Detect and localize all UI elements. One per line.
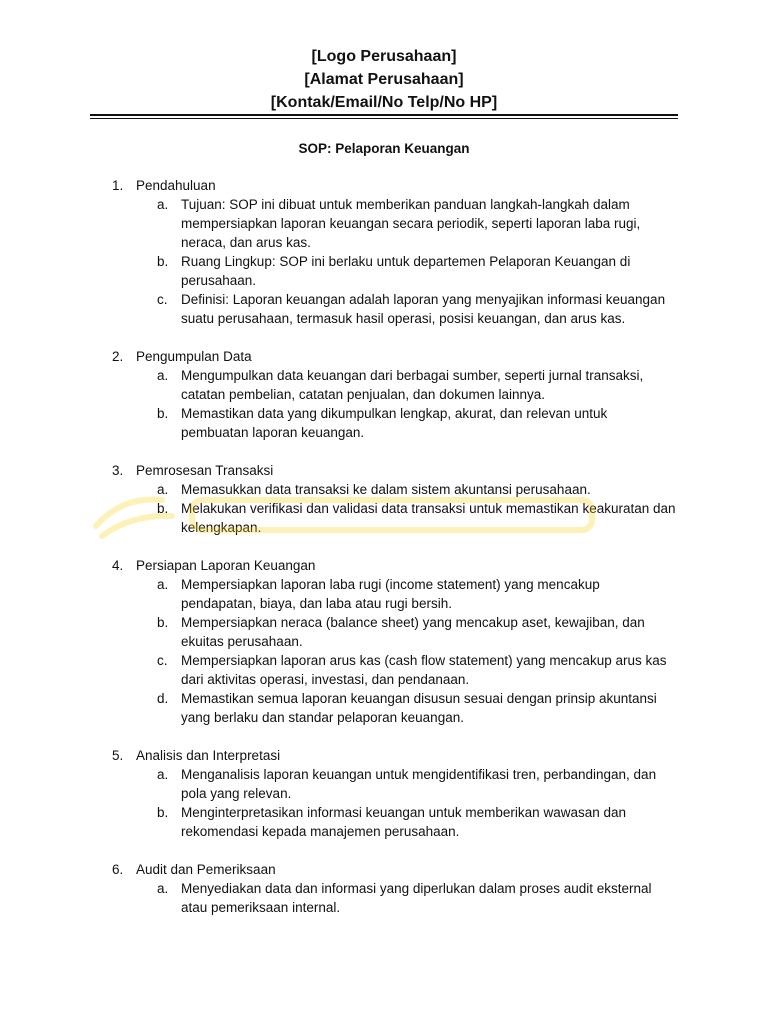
item-letter: b. <box>157 406 169 421</box>
item-letter: d. <box>157 691 169 706</box>
list-item <box>157 404 678 442</box>
item-letter: a. <box>157 577 169 592</box>
item-letter: b. <box>157 501 169 516</box>
sop-section <box>112 176 678 328</box>
item-text: Melakukan verifikasi dan validasi data transaksi untuk memastikan keakuratan dan kelengkapan. <box>181 501 676 535</box>
section-number: 5. <box>112 748 124 763</box>
section-number: 1. <box>112 178 124 193</box>
section-title: Pemrosesan Transaksi <box>136 463 274 478</box>
section-title: Audit dan Pemeriksaan <box>136 862 276 877</box>
item-text: Ruang Lingkup: SOP ini berlaku untuk departemen Pelaporan Keuangan di perusahaan. <box>181 254 631 288</box>
company-logo-placeholder: [Logo Perusahaan] <box>311 48 457 65</box>
section-number: 6. <box>112 862 124 877</box>
list-item <box>157 651 678 689</box>
sop-content <box>112 176 678 936</box>
item-letter: b. <box>157 254 169 269</box>
section-items <box>157 879 678 917</box>
item-letter: a. <box>157 482 169 497</box>
section-heading <box>112 176 678 195</box>
item-text: Mempersiapkan neraca (balance sheet) yang mencakup aset, kewajiban, dan ekuitas perusahaan. <box>181 615 645 649</box>
section-heading <box>112 860 678 879</box>
sop-section <box>112 746 678 841</box>
section-title: Pengumpulan Data <box>136 349 252 364</box>
section-number: 3. <box>112 463 124 478</box>
item-text: Memastikan data yang dikumpulkan lengkap, akurat, dan relevan untuk pembuatan laporan keuangan. <box>181 406 608 440</box>
item-letter: a. <box>157 197 169 212</box>
item-text: Mempersiapkan laporan arus kas (cash flow statement) yang mencakup arus kas dari aktivitas operasi, investasi, dan pendanaan. <box>181 653 667 687</box>
list-item <box>157 879 678 917</box>
section-number: 4. <box>112 558 124 573</box>
item-text: Memasukkan data transaksi ke dalam sistem akuntansi perusahaan. <box>181 482 591 497</box>
letterhead <box>0 45 768 114</box>
section-title: Pendahuluan <box>136 178 216 193</box>
section-items <box>157 480 678 537</box>
section-items <box>157 366 678 442</box>
section-title: Persiapan Laporan Keuangan <box>136 558 316 573</box>
sop-section <box>112 347 678 442</box>
item-text: Mengumpulkan data keuangan dari berbagai sumber, seperti jurnal transaksi, catatan pembelian, catatan penjualan, dan dokumen lainnya. <box>181 368 644 402</box>
item-text: Menginterpretasikan informasi keuangan untuk memberikan wawasan dan rekomendasi kepada manajemen perusahaan. <box>181 805 626 839</box>
list-item <box>157 613 678 651</box>
list-item <box>157 290 678 328</box>
document-title: SOP: Pelaporan Keuangan <box>298 141 470 156</box>
section-items <box>157 195 678 328</box>
item-text: Menyediakan data dan informasi yang diperlukan dalam proses audit eksternal atau pemeriksaan internal. <box>181 881 652 915</box>
list-item <box>157 195 678 252</box>
item-letter: c. <box>157 653 168 668</box>
sop-section <box>112 556 678 727</box>
list-item <box>157 480 678 499</box>
item-text: Tujuan: SOP ini dibuat untuk memberikan panduan langkah-langkah dalam mempersiapkan laporan keuangan secara periodik, seperti laporan laba rugi, neraca, dan arus kas. <box>181 197 641 250</box>
section-heading <box>112 347 678 366</box>
section-heading <box>112 556 678 575</box>
section-items <box>157 575 678 727</box>
list-item <box>157 803 678 841</box>
sop-section <box>112 860 678 917</box>
item-text: Menganalisis laporan keuangan untuk mengidentifikasi tren, perbandingan, dan pola yang relevan. <box>181 767 657 801</box>
section-number: 2. <box>112 349 124 364</box>
list-item <box>157 366 678 404</box>
header-divider-thick <box>90 114 678 116</box>
section-items <box>157 765 678 841</box>
item-letter: c. <box>157 292 168 307</box>
section-heading <box>112 461 678 480</box>
item-letter: a. <box>157 881 169 896</box>
sop-section <box>112 461 678 537</box>
company-contact-placeholder: [Kontak/Email/No Telp/No HP] <box>270 94 498 111</box>
list-item <box>157 252 678 290</box>
section-heading <box>112 746 678 765</box>
item-letter: b. <box>157 615 169 630</box>
list-item <box>157 499 678 537</box>
list-item <box>157 765 678 803</box>
item-letter: b. <box>157 805 169 820</box>
company-address-placeholder: [Alamat Perusahaan] <box>304 71 464 88</box>
header-divider-thin <box>90 118 678 119</box>
list-item <box>157 575 678 613</box>
list-item <box>157 689 678 727</box>
item-letter: a. <box>157 368 169 383</box>
item-text: Mempersiapkan laporan laba rugi (income statement) yang mencakup pendapatan, biaya, dan laba atau rugi bersih. <box>181 577 600 611</box>
section-title: Analisis dan Interpretasi <box>136 748 281 763</box>
item-text: Definisi: Laporan keuangan adalah laporan yang menyajikan informasi keuangan suatu perusahaan, termasuk hasil operasi, posisi keuangan, dan arus kas. <box>181 292 666 326</box>
item-letter: a. <box>157 767 169 782</box>
item-text: Memastikan semua laporan keuangan disusun sesuai dengan prinsip akuntansi yang berlaku dan standar pelaporan keuangan. <box>181 691 657 725</box>
